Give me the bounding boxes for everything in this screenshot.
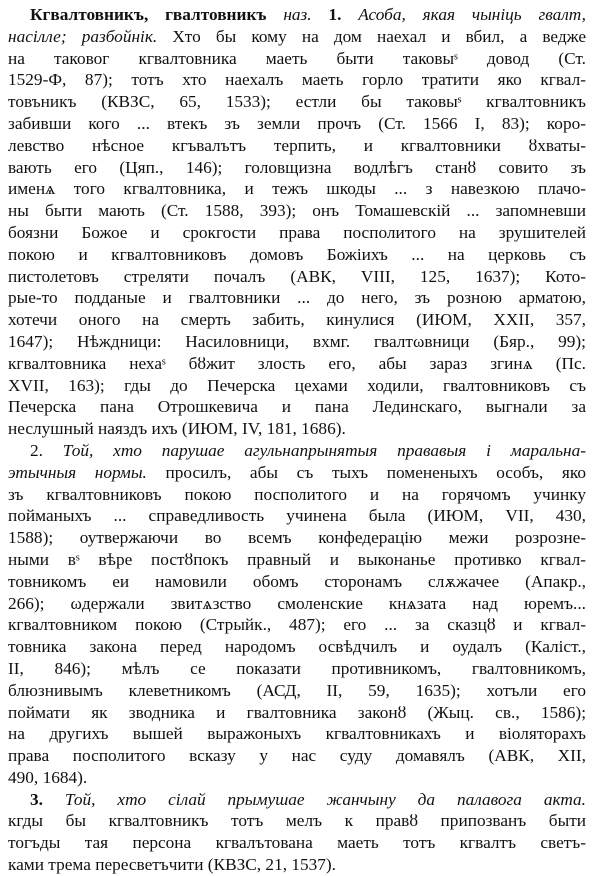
entry-text: боязни Божое и срокгости права посполитого на зрушителей (8, 222, 586, 242)
entry-text: Асоба, якая чыніць гвалт, (341, 5, 586, 24)
entry-text: товъникъ (КВЗС, 65, 1533); естли бы таковы (8, 92, 458, 112)
entry-text: ˢ (75, 549, 80, 569)
entry-line (8, 614, 586, 636)
entry-text: левство нѣсное кгъвалътъ терпить, и кгвалтовники ȣхваты- (8, 135, 586, 155)
entry-text: именѧ того кгвалтовника, и тежъ шкоды ... з навезкою плачо- (8, 179, 586, 199)
entry-line (8, 244, 586, 266)
entry-text: товникомъ еи намовили обомъ сторонамъ слѫжачее (Апакр., (8, 571, 586, 591)
entry-line (8, 287, 586, 309)
dictionary-entry (8, 4, 586, 876)
entry-line (8, 702, 586, 724)
entry-text: просилъ, абы съ тыхъ помененыхъ особъ, яко (146, 462, 586, 482)
entry-text: кгвалтовникъ (461, 92, 586, 112)
entry-line (8, 200, 586, 222)
entry-text: пистолетовъ стреляти почалъ (АВК, VIII, 125, 1637); Кото- (8, 266, 586, 286)
entry-line (8, 266, 586, 288)
entry-text: ˢ (454, 48, 458, 68)
entry-line (8, 505, 586, 527)
entry-line (8, 331, 586, 353)
entry-text: на таковог кгвалтовника маеть быти таковы (8, 48, 455, 68)
entry-text: покою и кгвалтовниковъ домовъ Божіихъ ... на церковь съ (8, 244, 586, 264)
entry-text: ны быти мають (Ст. 1588, 393); онъ Томашевскій ... запомневши (8, 201, 586, 221)
entry-text: ными в (8, 549, 76, 569)
entry-line (8, 91, 586, 113)
entry-line (8, 484, 586, 506)
entry-line (8, 723, 586, 745)
entry-text: товника закона перед народомъ освѣдчилъ и оудалъ (Каліст., (8, 637, 586, 657)
entry-text: пойманыхъ ... справедливость учинена была (ИЮМ, VII, 430, (8, 506, 586, 526)
entry-text: кгды бы кгвалтовникъ тотъ мелъ к правȣ припозванъ быти (8, 811, 586, 831)
entry-line (8, 440, 586, 462)
entry-line (8, 178, 586, 200)
entry-text: 1. (328, 5, 342, 24)
entry-line (8, 309, 586, 331)
entry-text: 1529-Ф, 87); тотъ хто наехалъ маеть горло тратити яко кгвал- (8, 70, 586, 90)
entry-line (8, 418, 586, 440)
entry-line (8, 26, 586, 48)
entry-line (8, 789, 586, 811)
entry-line (8, 832, 586, 854)
entry-text: на другихъ вышей выражоныхъ кгвалтовникахъ и віоляторахъ (8, 724, 586, 744)
entry-text: поймати як зводника и гвалтовника законȣ (Жыц. св., 1586); (8, 702, 586, 722)
entry-text: права посполитого всказу у нас суду домавялъ (АВК, XII, (8, 746, 586, 766)
entry-text: блюзнивымъ клеветникомъ (АСД, II, 59, 1635); хотъли его (8, 680, 586, 700)
entry-text: вають его (Цяп., 146); головщизна водлѣгъ станȣ совито зъ (8, 157, 586, 177)
entry-line (8, 462, 586, 484)
entry-line (8, 527, 586, 549)
entry-line (8, 157, 586, 179)
entry-line (8, 113, 586, 135)
entry-line (8, 48, 586, 70)
entry-text: II, 846); мѣлъ се показати противникомъ, гвалтовникомъ, (8, 658, 586, 678)
entry-text: довод (Ст. (457, 48, 586, 68)
entry-text: 1647); Нѣждници: Насиловници, вхмг. гвалтωвници (Бяр., 99); (8, 331, 586, 351)
entry-text: бȣжит злость его, абы зараз згинѧ (Пс. (165, 353, 586, 373)
entry-line (8, 745, 586, 767)
entry-text: ˢ (457, 92, 462, 112)
entry-line (8, 396, 586, 418)
entry-line (8, 636, 586, 658)
entry-text: Той, хто сілай прымушае жанчыну да палавога акта. (42, 789, 586, 809)
entry-line (8, 810, 586, 832)
entry-text: Кгвалтовникъ, гвалтовникъ (30, 5, 267, 24)
entry-line (8, 658, 586, 680)
entry-text: неслушный наяздъ ихъ (ИЮМ, IV, 181, 1686). (8, 419, 346, 439)
entry-text: кгвалтовника неха (8, 353, 163, 373)
entry-text: хотечи оного на смерть забить, кинулися (ИЮМ, XXII, 357, (8, 310, 586, 330)
entry-text: XVII, 163); гды до Печерска цехами ходили, гвалтовниковъ съ (8, 375, 586, 395)
entry-text: 1588); оутвержаючи во всемъ конфедерацію межи розрозне- (8, 528, 586, 548)
entry-text: 490, 1684). (8, 767, 88, 787)
entry-text: ками трема пересветъчити (КВЗС, 21, 1537). (8, 855, 336, 875)
entry-line (8, 767, 586, 789)
entry-line (8, 69, 586, 91)
entry-line (8, 4, 586, 26)
entry-text: забивши кого ... втекъ зъ земли прочъ (Ст. 1566 I, 83); коро- (8, 113, 586, 133)
entry-text: Хто бы кому на дом наехал и вбил, а ведже (157, 26, 586, 46)
entry-text: 2. (30, 440, 43, 460)
entry-text: 266); ωдержали звитѧзство смоленские кнѧзата над юремъ... (8, 593, 586, 613)
entry-text: тогъды тая персона кгвалътована маеть тотъ кгвалтъ светъ- (8, 833, 586, 853)
entry-text: 3. (30, 789, 43, 809)
entry-line (8, 353, 586, 375)
entry-text: Той, хто парушае агульнапрынятыя прававыя і маральна- (42, 440, 586, 460)
entry-line (8, 680, 586, 702)
entry-line (8, 593, 586, 615)
entry-line (8, 549, 586, 571)
entry-text: ˢ (162, 353, 166, 373)
entry-line (8, 135, 586, 157)
entry-text: насілле; разбойнік. (8, 26, 158, 46)
entry-text: Печерска пана Отрошкевича и пана Лединскаго, выгнали за (8, 397, 586, 417)
entry-line (8, 854, 586, 876)
entry-text: вѣре постȣпокъ правный и выконанье противко кгвал- (79, 549, 586, 569)
entry-text: зъ кгвалтовниковъ покою посполитого и на горячомъ учинку (8, 484, 586, 504)
entry-text: кгвалтовником покою (Стрыйк., 487); его ... за сказцȣ и кгвал- (8, 615, 586, 635)
entry-text: рые-то подданые и гвалтовники ... до него, зъ розною арматою, (8, 288, 586, 308)
entry-text: этычныя нормы. (8, 462, 147, 482)
entry-text: наз. (266, 5, 329, 24)
entry-line (8, 222, 586, 244)
entry-line (8, 571, 586, 593)
entry-line (8, 375, 586, 397)
